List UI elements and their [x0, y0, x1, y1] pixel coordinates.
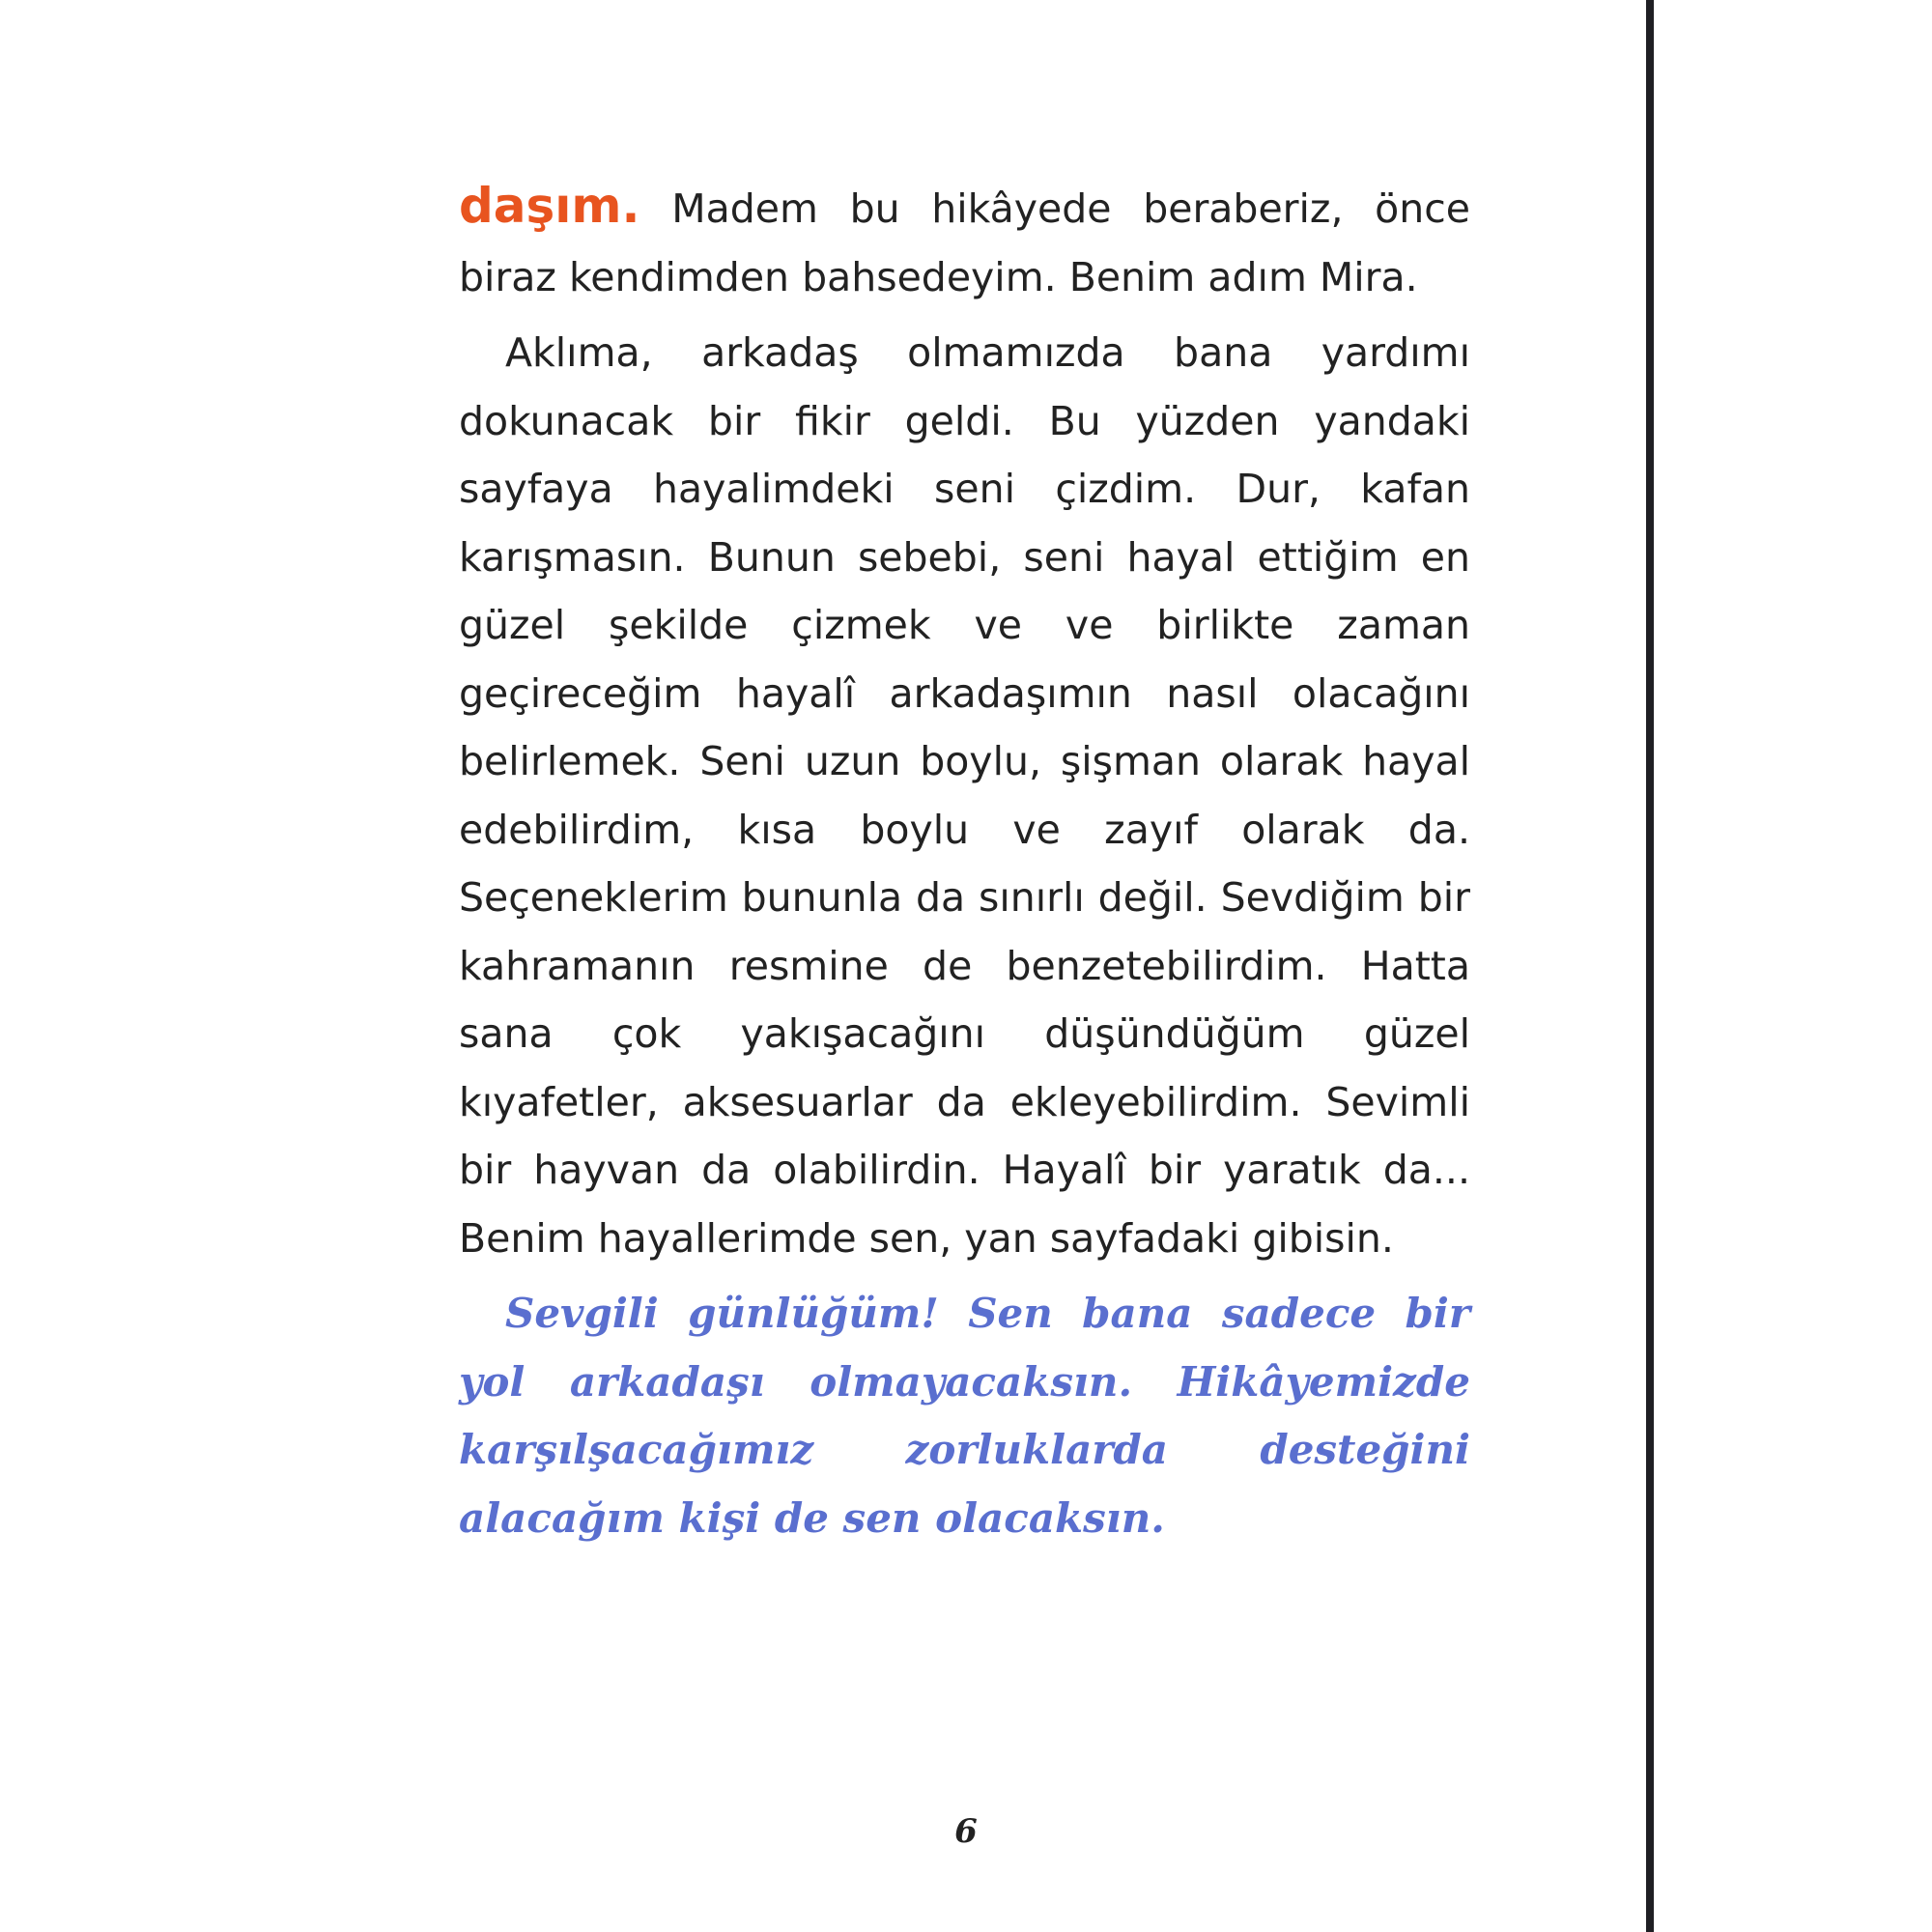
paragraph-diary: Sevgili günlüğüm! Sen bana sadece bir yol arkadaşı olmayacaksın. Hikâyemizde karşılşacağımız zorluklarda desteğini alacağım kişi de sen olacaksın.	[459, 1290, 1470, 1542]
book-spine	[1646, 0, 1654, 1932]
page-number: 6	[954, 1812, 978, 1851]
paragraph-main: Aklıma, arkadaş olmamızda bana yardımı dokunacak bir fikir geldi. Bu yüzden yandaki sayfaya hayalimdeki seni çizdim. Dur, kafan karışmasın. Bunun sebebi, seni hayal ettiğim en güzel şekilde çizmek ve ve birlikte zaman geçireceğim hayalî arkadaşımın nasıl olacağını belirlemek. Seni uzun boylu, şişman olarak hayal edebilirdim, kısa boylu ve zayıf olarak da. Seçeneklerim bununla da sınırlı değil. Sevdiğim bir kahramanın resmine de benzetebilirdim. Hatta sana çok yakışacağını düşündüğüm güzel kıyafetler, aksesuarlar da ekleyebilirdim. Sevimli bir hayvan da olabilirdin. Hayalî bir yaratık da... Benim hayallerimde sen, yan sayfadaki gibisin.	[459, 329, 1470, 1262]
paragraph-intro-text: Madem bu hikâyede beraberiz, önce biraz kendimden bahsedeyim. Benim adım Mira.	[459, 185, 1470, 300]
page-text	[459, 172, 1470, 1560]
highlighted-word: daşım.	[459, 178, 640, 234]
paragraph-intro	[459, 172, 1470, 311]
